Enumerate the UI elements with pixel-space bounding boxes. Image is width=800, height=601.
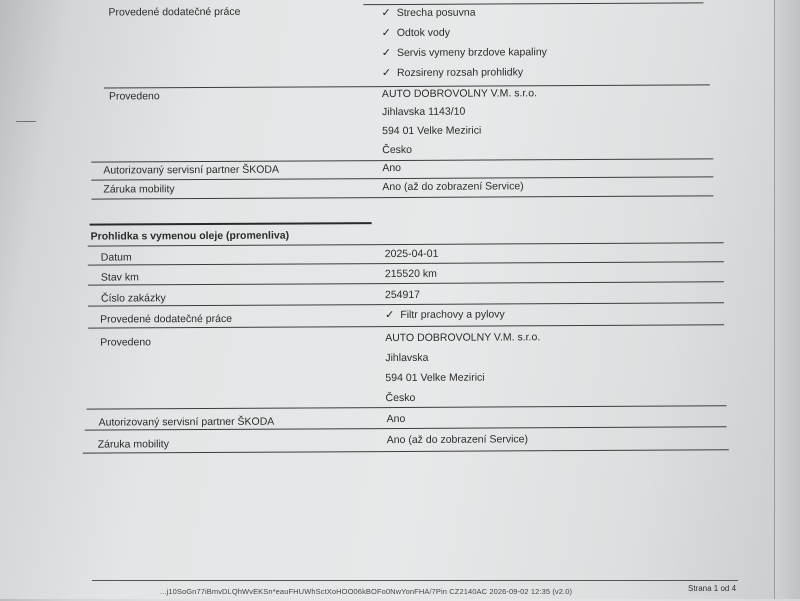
datum-label: Datum <box>100 251 132 264</box>
zaruka-value: Ano (až do zobrazení Service) <box>382 180 524 194</box>
work-item: ✓ Strecha posuvna <box>381 6 476 20</box>
stav-km-value: 215520 km <box>384 267 437 281</box>
partner-value: Ano <box>382 161 402 175</box>
checkmark-icon: ✓ <box>381 27 391 40</box>
provedeno-line: 594 01 Velke Mezirici <box>382 124 482 138</box>
partner-value: Ano <box>386 412 406 426</box>
footer-code: ...j10SoGn77iBmvDLQhWvEKSn*eauFHUWhSctXoHOO06kBOFo0NwYonFHA/7Pin CZ2140AC 2026-09-02 12:35 (v2.0) <box>160 587 573 596</box>
provedeno-line: AUTO DOBROVOLNY V.M. s.r.o. <box>385 331 541 345</box>
divider <box>91 195 713 199</box>
provedeno-label: Provedeno <box>108 90 160 103</box>
work-item: ✓ Servis vymeny brzdove kapaliny <box>381 46 547 60</box>
checkmark-icon: ✓ <box>381 67 392 80</box>
provedene-prace-label: Provedené dodatečné práce <box>108 5 241 19</box>
footer-rule <box>92 580 738 581</box>
stav-km-label: Stav km <box>100 271 139 284</box>
divider <box>91 158 713 162</box>
section-title: Prohlidka s vymenou oleje (promenliva) <box>90 229 290 243</box>
partner-label: Autorizovaný servisní partner ŠKODA <box>103 163 280 177</box>
datum-value: 2025-04-01 <box>384 247 439 261</box>
zaruka-label: Záruka mobility <box>103 183 175 196</box>
provedene-prace-label: Provedené dodatečné práce <box>100 312 233 326</box>
checkmark-icon: ✓ <box>381 7 391 20</box>
page-number: Strana 1 od 4 <box>688 584 737 593</box>
divider <box>91 176 713 180</box>
divider <box>87 405 727 409</box>
provedeno-label: Provedeno <box>100 336 152 349</box>
section-header-rule <box>90 222 372 225</box>
divider <box>88 302 724 306</box>
divider <box>83 449 729 453</box>
divider <box>363 2 703 5</box>
zaruka-value: Ano (až do zobrazení Service) <box>386 433 529 447</box>
divider <box>88 242 724 246</box>
provedeno-line: 594 01 Velke Mezirici <box>385 371 485 385</box>
provedeno-line: Jihlavska <box>385 351 429 365</box>
provedeno-line: Jihlavska 1143/10 <box>381 105 466 119</box>
checkmark-icon: ✓ <box>381 47 391 60</box>
provedeno-line: Česko <box>385 391 416 405</box>
cislo-zakazky-value: 254917 <box>384 288 421 302</box>
divider <box>88 261 724 265</box>
divider <box>88 281 724 285</box>
provedeno-line: Česko <box>382 143 413 157</box>
provedeno-line: AUTO DOBROVOLNY V.M. s.r.o. <box>381 87 537 101</box>
work-item: ✓ Rozsireny rozsah prohlidky <box>381 66 524 80</box>
partner-label: Autorizovaný servisní partner ŠKODA <box>98 415 275 429</box>
cislo-zakazky-label: Číslo zakázky <box>100 292 166 305</box>
work-item: ✓ Filtr prachovy a pylovy <box>385 308 505 322</box>
checkmark-icon: ✓ <box>385 309 395 322</box>
zaruka-label: Záruka mobility <box>97 438 169 451</box>
work-item: ✓ Odtok vody <box>381 26 450 40</box>
